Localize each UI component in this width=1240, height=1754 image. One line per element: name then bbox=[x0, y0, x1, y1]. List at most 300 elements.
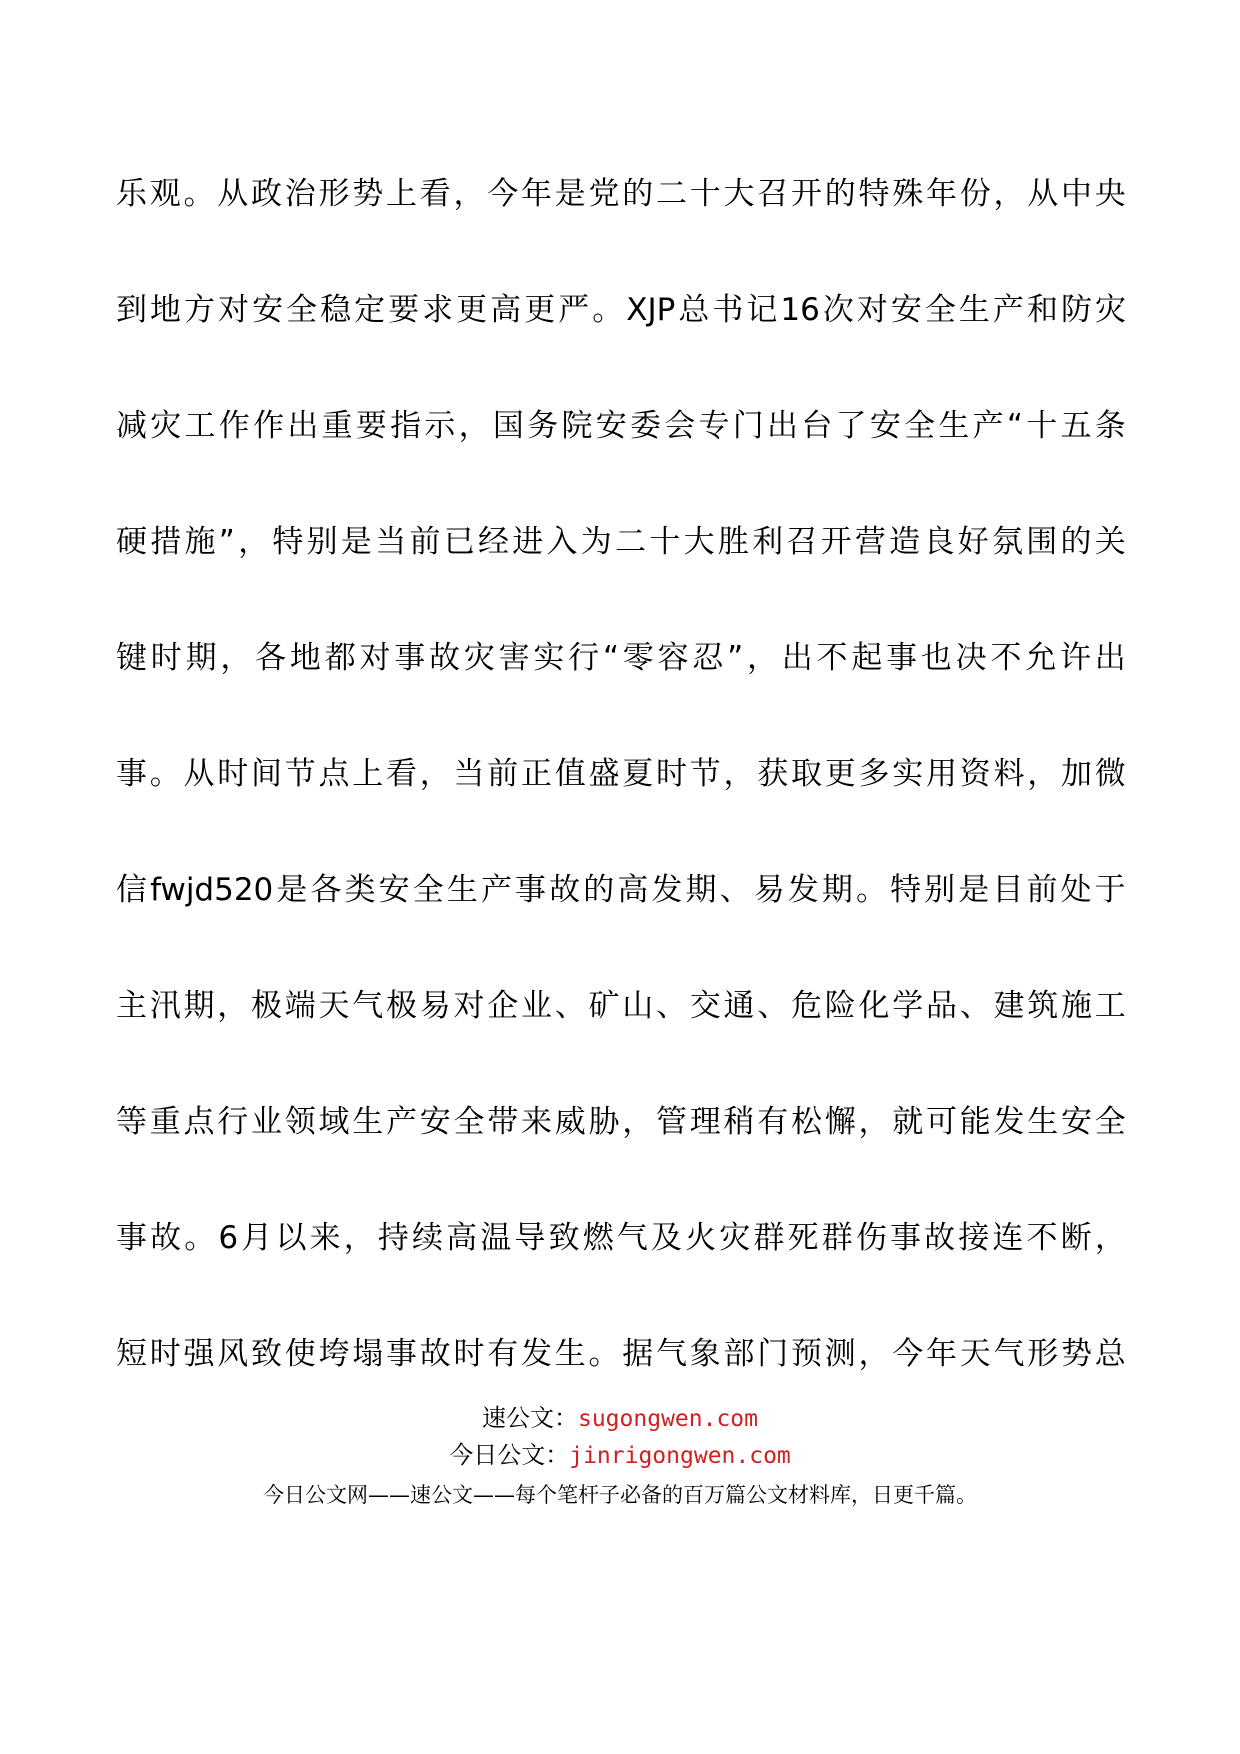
text-line bbox=[116, 638, 1126, 678]
text-glyph: 夏 bbox=[622, 756, 654, 792]
text-glyph: 对 bbox=[218, 292, 250, 328]
text-glyph: 极 bbox=[251, 988, 282, 1024]
text-glyph: 年 bbox=[926, 1336, 957, 1372]
text-glyph: 汛 bbox=[149, 988, 181, 1024]
text-glyph: 十 bbox=[649, 524, 681, 560]
text-line bbox=[116, 1334, 1126, 1374]
text-glyph: 极 bbox=[386, 988, 417, 1024]
text-glyph: 建 bbox=[993, 988, 1025, 1024]
text-glyph: 持 bbox=[377, 1220, 409, 1256]
text-glyph: 营 bbox=[854, 524, 886, 560]
text-glyph: 生 bbox=[446, 872, 478, 908]
text-glyph: 安 bbox=[869, 408, 901, 444]
text-glyph: 事 bbox=[116, 1220, 147, 1256]
text-glyph: 对 bbox=[359, 640, 391, 676]
text-glyph: 允 bbox=[1025, 640, 1057, 676]
text-glyph: 取 bbox=[791, 756, 822, 792]
text-glyph: 安 bbox=[595, 408, 627, 444]
text-glyph: 塌 bbox=[352, 1336, 384, 1372]
text-glyph: 象 bbox=[689, 1336, 721, 1372]
text-glyph: 施 bbox=[184, 524, 216, 560]
text-line bbox=[116, 522, 1126, 562]
text-glyph: ， bbox=[238, 524, 270, 560]
text-glyph: 16 bbox=[780, 292, 820, 328]
text-glyph: 产 bbox=[992, 292, 1024, 328]
text-glyph: 气 bbox=[656, 1336, 687, 1372]
text-glyph: 多 bbox=[858, 756, 890, 792]
text-glyph: ， bbox=[993, 176, 1025, 212]
text-glyph: 时 bbox=[656, 756, 687, 792]
text-glyph: 生 bbox=[1027, 1104, 1059, 1140]
text-glyph: 、 bbox=[719, 872, 751, 908]
text-glyph: 五 bbox=[1060, 408, 1092, 444]
text-glyph: 生 bbox=[938, 408, 970, 444]
jinrigongwen-link[interactable]: jinrigongwen.com bbox=[569, 1443, 791, 1469]
text-glyph: 来 bbox=[521, 1104, 552, 1140]
text-glyph: 是 bbox=[340, 524, 372, 560]
footer-sugongwen-label: 速公文： bbox=[481, 1404, 578, 1432]
text-glyph: 观 bbox=[149, 176, 181, 212]
text-glyph: 故 bbox=[549, 872, 581, 908]
text-glyph: 政 bbox=[251, 176, 282, 212]
text-glyph: 筑 bbox=[1027, 988, 1059, 1024]
text-glyph: “ bbox=[1006, 408, 1023, 444]
text-glyph: 工 bbox=[184, 408, 216, 444]
text-glyph: 是 bbox=[554, 176, 586, 212]
text-glyph: 地 bbox=[150, 292, 182, 328]
text-glyph: 二 bbox=[615, 524, 647, 560]
text-glyph: 特 bbox=[858, 176, 890, 212]
text-glyph: 从 bbox=[183, 756, 215, 792]
text-glyph: 防 bbox=[1060, 292, 1092, 328]
text-glyph: 故 bbox=[429, 640, 461, 676]
footer-sugongwen bbox=[0, 1402, 1240, 1435]
text-glyph: 灾 bbox=[463, 640, 495, 676]
text-glyph: 施 bbox=[1061, 988, 1092, 1024]
text-glyph: 生 bbox=[352, 1104, 384, 1140]
text-glyph: 更 bbox=[824, 756, 856, 792]
text-glyph: 出 bbox=[1094, 640, 1126, 676]
text-glyph: 业 bbox=[251, 1104, 282, 1140]
text-glyph: 。 bbox=[184, 1220, 216, 1256]
text-glyph: 特 bbox=[890, 872, 922, 908]
text-glyph: 端 bbox=[284, 988, 316, 1024]
text-glyph: 召 bbox=[786, 524, 818, 560]
text-glyph: 事 bbox=[889, 1220, 921, 1256]
text-glyph: 上 bbox=[352, 756, 384, 792]
text-glyph: 。 bbox=[592, 292, 624, 328]
text-glyph: 全 bbox=[1094, 1104, 1126, 1140]
footer-slogan: 今日公文网——速公文——每个笔杆子必备的百万篇公文材料库，日更千篇。 bbox=[263, 1483, 977, 1507]
text-glyph: 事 bbox=[116, 756, 147, 792]
text-glyph: 不 bbox=[1026, 1220, 1058, 1256]
text-glyph: 专 bbox=[698, 408, 730, 444]
text-glyph: 份 bbox=[959, 176, 991, 212]
text-glyph: 群 bbox=[753, 1220, 785, 1256]
text-line bbox=[116, 406, 1126, 446]
text-glyph: 高 bbox=[446, 1220, 478, 1256]
text-glyph: ， bbox=[723, 756, 755, 792]
text-glyph: ， bbox=[419, 756, 451, 792]
text-glyph: 、 bbox=[959, 988, 991, 1024]
text-glyph: 故 bbox=[924, 1220, 956, 1256]
text-glyph: 事 bbox=[515, 872, 547, 908]
text-glyph: 门 bbox=[757, 1336, 789, 1372]
text-glyph: 企 bbox=[487, 988, 519, 1024]
text-glyph: 出 bbox=[767, 408, 799, 444]
text-glyph: 氛 bbox=[991, 524, 1023, 560]
text-glyph: 威 bbox=[554, 1104, 586, 1140]
text-glyph: ， bbox=[217, 988, 249, 1024]
text-glyph: 、 bbox=[757, 988, 789, 1024]
text-glyph: 6 bbox=[218, 1220, 239, 1256]
text-glyph: 良 bbox=[923, 524, 955, 560]
text-glyph: 形 bbox=[1027, 1336, 1059, 1372]
text-glyph: 示 bbox=[424, 408, 456, 444]
text-glyph: 全 bbox=[412, 872, 444, 908]
text-glyph: 工 bbox=[1094, 988, 1126, 1024]
text-glyph: 发 bbox=[993, 1104, 1025, 1140]
text-glyph: 品 bbox=[926, 988, 957, 1024]
text-glyph: 势 bbox=[1061, 1336, 1092, 1372]
text-glyph: 要 bbox=[355, 408, 387, 444]
text-glyph: 二 bbox=[656, 176, 687, 212]
text-glyph: 懈 bbox=[824, 1104, 856, 1140]
text-glyph: 来 bbox=[309, 1220, 341, 1256]
text-line bbox=[116, 174, 1126, 214]
text-glyph: 矿 bbox=[588, 988, 620, 1024]
text-glyph: 产 bbox=[480, 872, 512, 908]
text-glyph: 业 bbox=[521, 988, 552, 1024]
text-glyph: “ bbox=[602, 640, 619, 676]
text-glyph: 作 bbox=[253, 408, 285, 444]
text-glyph: 灾 bbox=[150, 408, 182, 444]
text-glyph: 致 bbox=[548, 1220, 580, 1256]
footer bbox=[0, 1402, 1240, 1510]
text-glyph: 出 bbox=[287, 408, 319, 444]
text-glyph: 理 bbox=[689, 1104, 721, 1140]
text-glyph: 前 bbox=[487, 756, 519, 792]
text-glyph: 也 bbox=[920, 640, 952, 676]
text-glyph: 能 bbox=[959, 1104, 991, 1140]
text-glyph: 党 bbox=[588, 176, 620, 212]
text-glyph: 前 bbox=[409, 524, 441, 560]
text-glyph: 造 bbox=[889, 524, 921, 560]
text-glyph: 大 bbox=[683, 524, 715, 560]
text-glyph: 对 bbox=[856, 292, 888, 328]
text-glyph: 行 bbox=[217, 1104, 249, 1140]
text-glyph: 零 bbox=[622, 640, 654, 676]
text-glyph: ， bbox=[1094, 1220, 1126, 1256]
text-glyph: 忍 bbox=[692, 640, 724, 676]
text-glyph: 胜 bbox=[717, 524, 749, 560]
text-glyph: 不 bbox=[816, 640, 848, 676]
text-glyph: 的 bbox=[824, 176, 856, 212]
text-glyph: 前 bbox=[1026, 872, 1058, 908]
text-glyph: 资 bbox=[959, 756, 991, 792]
text-glyph: 入 bbox=[546, 524, 578, 560]
text-glyph: 院 bbox=[561, 408, 593, 444]
text-glyph: 点 bbox=[318, 756, 350, 792]
text-glyph: 经 bbox=[477, 524, 509, 560]
text-glyph: 次 bbox=[822, 292, 854, 328]
text-glyph: 容 bbox=[657, 640, 689, 676]
text-glyph: 稍 bbox=[723, 1104, 755, 1140]
text-line bbox=[116, 1218, 1126, 1258]
text-glyph: 事 bbox=[386, 1336, 417, 1372]
text-glyph: 安 bbox=[1061, 1104, 1092, 1140]
text-glyph: 减 bbox=[116, 408, 147, 444]
text-glyph: 稳 bbox=[320, 292, 352, 328]
text-glyph: ， bbox=[746, 640, 778, 676]
text-glyph: 从 bbox=[1027, 176, 1059, 212]
text-glyph: 务 bbox=[527, 408, 559, 444]
text-glyph: 键 bbox=[116, 640, 147, 676]
text-glyph: 了 bbox=[835, 408, 867, 444]
text-glyph: 气 bbox=[352, 988, 384, 1024]
footer-jinrigongwen bbox=[0, 1439, 1240, 1472]
text-glyph: 正 bbox=[521, 756, 552, 792]
text-glyph: 生 bbox=[554, 1336, 586, 1372]
text-glyph: 期 bbox=[185, 640, 217, 676]
text-glyph: 部 bbox=[723, 1336, 755, 1372]
text-glyph: 措 bbox=[150, 524, 182, 560]
text-glyph: 易 bbox=[753, 872, 785, 908]
text-glyph: 、 bbox=[656, 988, 687, 1024]
text-glyph: 接 bbox=[958, 1220, 990, 1256]
text-glyph: ， bbox=[453, 176, 485, 212]
text-glyph: 天 bbox=[318, 988, 350, 1024]
text-glyph: 指 bbox=[390, 408, 422, 444]
text-glyph: 领 bbox=[284, 1104, 316, 1140]
text-glyph: 是 bbox=[958, 872, 990, 908]
text-glyph: 通 bbox=[723, 988, 755, 1024]
text-glyph: 安 bbox=[419, 1104, 451, 1140]
text-glyph: 十 bbox=[689, 176, 721, 212]
text-glyph: 气 bbox=[993, 1336, 1025, 1372]
text-glyph: 值 bbox=[554, 756, 586, 792]
text-glyph: 别 bbox=[306, 524, 338, 560]
text-glyph: 的 bbox=[583, 872, 615, 908]
text-glyph: 出 bbox=[781, 640, 813, 676]
text-glyph: 发 bbox=[521, 1336, 552, 1372]
text-glyph: 连 bbox=[992, 1220, 1024, 1256]
text-glyph: 总 bbox=[678, 292, 710, 328]
text-glyph: 治 bbox=[284, 176, 316, 212]
text-glyph: 就 bbox=[892, 1104, 924, 1140]
text-glyph: 主 bbox=[116, 988, 147, 1024]
text-glyph: 。 bbox=[149, 756, 181, 792]
text-glyph: 安 bbox=[378, 872, 410, 908]
text-glyph: 事 bbox=[886, 640, 918, 676]
text-glyph: 总 bbox=[1094, 1336, 1126, 1372]
text-glyph: 今 bbox=[892, 1336, 924, 1372]
text-glyph: 类 bbox=[344, 872, 376, 908]
text-glyph: 实 bbox=[533, 640, 565, 676]
text-glyph: 短 bbox=[116, 1336, 147, 1372]
text-glyph: 时 bbox=[149, 1336, 181, 1372]
text-glyph: 间 bbox=[251, 756, 282, 792]
text-glyph: 都 bbox=[324, 640, 356, 676]
text-glyph: 时 bbox=[453, 1336, 485, 1372]
text-glyph: 定 bbox=[354, 292, 386, 328]
text-glyph: ” bbox=[727, 640, 744, 676]
text-glyph: 严 bbox=[558, 292, 590, 328]
text-glyph: 方 bbox=[184, 292, 216, 328]
text-glyph: 行 bbox=[568, 640, 600, 676]
text-glyph: 从 bbox=[217, 176, 249, 212]
text-glyph: ， bbox=[220, 640, 252, 676]
text-glyph: 信 bbox=[116, 872, 147, 908]
text-glyph: 获 bbox=[757, 756, 789, 792]
text-glyph: 预 bbox=[791, 1336, 822, 1372]
text-glyph: 高 bbox=[490, 292, 522, 328]
text-glyph: 央 bbox=[1094, 176, 1126, 212]
text-glyph: 。 bbox=[183, 176, 215, 212]
text-glyph: 形 bbox=[318, 176, 350, 212]
text-glyph: 使 bbox=[284, 1336, 316, 1372]
text-glyph: 有 bbox=[757, 1104, 789, 1140]
text-glyph: 。 bbox=[588, 1336, 620, 1372]
text-glyph: 和 bbox=[1026, 292, 1058, 328]
text-glyph: 据 bbox=[622, 1336, 654, 1372]
text-glyph: 于 bbox=[1094, 872, 1126, 908]
text-glyph: 大 bbox=[723, 176, 755, 212]
text-glyph: 断 bbox=[1060, 1220, 1092, 1256]
text-glyph: 起 bbox=[851, 640, 883, 676]
text-glyph: 各 bbox=[310, 872, 342, 908]
text-glyph: 管 bbox=[656, 1104, 687, 1140]
text-glyph: 强 bbox=[183, 1336, 215, 1372]
text-glyph: 别 bbox=[924, 872, 956, 908]
text-glyph: 更 bbox=[456, 292, 488, 328]
text-glyph: 全 bbox=[924, 292, 956, 328]
text-glyph: 乐 bbox=[116, 176, 147, 212]
text-glyph: 当 bbox=[375, 524, 407, 560]
text-glyph: 开 bbox=[791, 176, 822, 212]
text-glyph: 垮 bbox=[318, 1336, 350, 1372]
text-glyph: 十 bbox=[1026, 408, 1058, 444]
text-glyph: 险 bbox=[824, 988, 856, 1024]
text-glyph: 期 bbox=[183, 988, 215, 1024]
text-glyph: fwjd520 bbox=[150, 872, 274, 908]
text-glyph: 全 bbox=[904, 408, 936, 444]
text-glyph: 故 bbox=[150, 1220, 182, 1256]
text-line bbox=[116, 754, 1126, 794]
text-glyph: 化 bbox=[858, 988, 890, 1024]
text-glyph: 求 bbox=[422, 292, 454, 328]
text-glyph: 全 bbox=[286, 292, 318, 328]
text-glyph: 料 bbox=[993, 756, 1025, 792]
text-glyph: 进 bbox=[512, 524, 544, 560]
text-glyph: 地 bbox=[289, 640, 321, 676]
text-glyph: 月 bbox=[241, 1220, 273, 1256]
text-glyph: 风 bbox=[217, 1336, 249, 1372]
text-line bbox=[116, 986, 1126, 1026]
text-glyph: 会 bbox=[664, 408, 696, 444]
text-glyph: 天 bbox=[959, 1336, 991, 1372]
text-glyph: 气 bbox=[616, 1220, 648, 1256]
text-glyph: 害 bbox=[498, 640, 530, 676]
text-glyph: 胁 bbox=[588, 1104, 620, 1140]
text-glyph: 时 bbox=[217, 756, 249, 792]
text-glyph: ， bbox=[458, 408, 490, 444]
text-glyph: 重 bbox=[321, 408, 353, 444]
text-glyph: 许 bbox=[1060, 640, 1091, 676]
text-glyph: 群 bbox=[821, 1220, 853, 1256]
text-glyph: 作 bbox=[218, 408, 250, 444]
text-glyph: 伤 bbox=[855, 1220, 887, 1256]
text-glyph: 全 bbox=[453, 1104, 485, 1140]
text-glyph: 已 bbox=[443, 524, 475, 560]
text-glyph: 开 bbox=[820, 524, 852, 560]
text-glyph: 温 bbox=[480, 1220, 512, 1256]
text-glyph: 殊 bbox=[892, 176, 924, 212]
text-glyph: 产 bbox=[972, 408, 1004, 444]
text-glyph: XJP bbox=[626, 292, 676, 328]
sugongwen-link[interactable]: sugongwen.com bbox=[577, 1406, 758, 1432]
text-glyph: 发 bbox=[651, 872, 683, 908]
text-glyph: 决 bbox=[955, 640, 987, 676]
text-glyph: 记 bbox=[746, 292, 778, 328]
text-glyph: 用 bbox=[926, 756, 957, 792]
text-glyph: 关 bbox=[1094, 524, 1126, 560]
text-glyph: 松 bbox=[791, 1104, 822, 1140]
text-glyph: 不 bbox=[990, 640, 1022, 676]
text-glyph: 安 bbox=[890, 292, 922, 328]
text-glyph: 可 bbox=[926, 1104, 957, 1140]
text-glyph: 域 bbox=[318, 1104, 350, 1140]
text-glyph: 事 bbox=[394, 640, 426, 676]
text-glyph: 灾 bbox=[1094, 292, 1126, 328]
text-glyph: ” bbox=[218, 524, 235, 560]
text-glyph: 好 bbox=[957, 524, 989, 560]
text-glyph: 召 bbox=[757, 176, 789, 212]
text-glyph: 易 bbox=[419, 988, 451, 1024]
text-glyph: 盛 bbox=[588, 756, 620, 792]
text-glyph: 死 bbox=[787, 1220, 819, 1256]
text-glyph: 时 bbox=[150, 640, 182, 676]
text-glyph: 硬 bbox=[116, 524, 147, 560]
text-glyph: 处 bbox=[1060, 872, 1092, 908]
text-glyph: 期 bbox=[821, 872, 853, 908]
text-glyph: 等 bbox=[116, 1104, 147, 1140]
text-glyph: 危 bbox=[791, 988, 822, 1024]
text-glyph: 各 bbox=[255, 640, 287, 676]
text-glyph: 以 bbox=[275, 1220, 307, 1256]
text-glyph: 发 bbox=[787, 872, 819, 908]
footer-jinrigongwen-label: 今日公文： bbox=[449, 1441, 570, 1469]
text-glyph: 生 bbox=[958, 292, 990, 328]
text-glyph: 是 bbox=[276, 872, 308, 908]
text-glyph: 火 bbox=[685, 1220, 717, 1256]
text-glyph: 学 bbox=[892, 988, 924, 1024]
text-glyph: 燃 bbox=[582, 1220, 614, 1256]
text-glyph: 山 bbox=[622, 988, 654, 1024]
text-glyph: 点 bbox=[183, 1104, 215, 1140]
text-glyph: 重 bbox=[149, 1104, 181, 1140]
text-glyph: 及 bbox=[650, 1220, 682, 1256]
text-glyph: 带 bbox=[487, 1104, 519, 1140]
text-glyph: 安 bbox=[252, 292, 284, 328]
text-glyph: 为 bbox=[580, 524, 612, 560]
text-glyph: 中 bbox=[1061, 176, 1092, 212]
text-glyph: 的 bbox=[622, 176, 654, 212]
text-glyph: 产 bbox=[386, 1104, 417, 1140]
text-glyph: 看 bbox=[386, 756, 417, 792]
text-glyph: 台 bbox=[801, 408, 833, 444]
text-glyph: ， bbox=[622, 1104, 654, 1140]
